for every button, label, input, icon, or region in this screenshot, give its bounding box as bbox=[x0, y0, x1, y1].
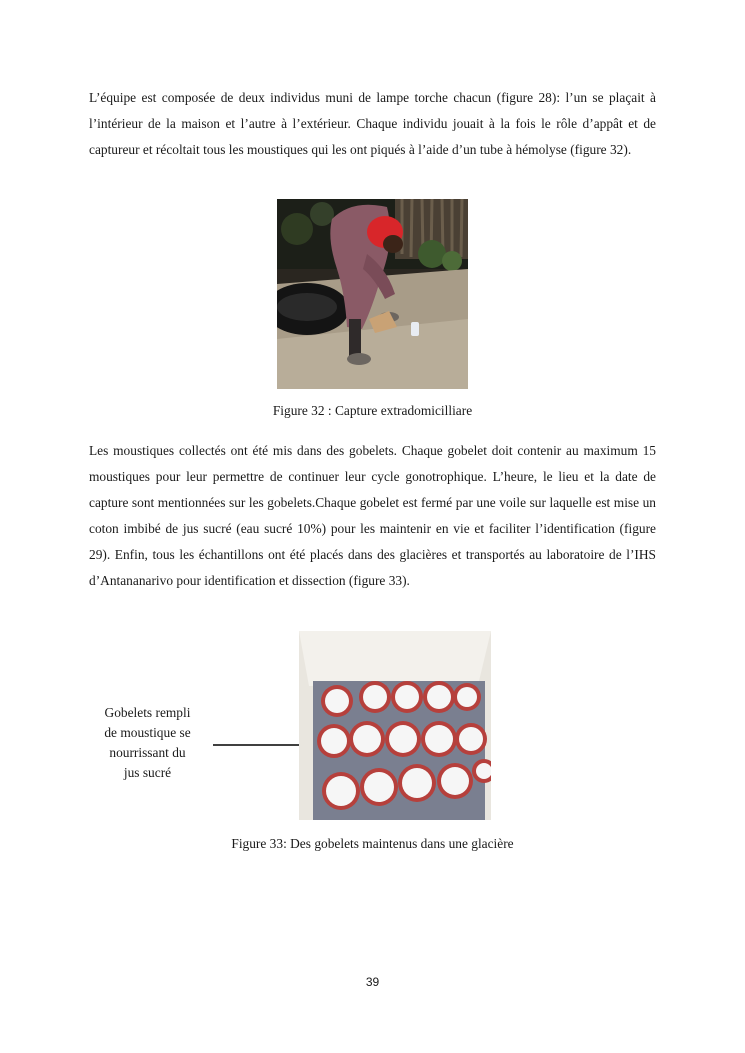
figure-33-caption: Figure 33: Des gobelets maintenus dans une glacière bbox=[231, 836, 514, 851]
figure-32-caption: Figure 32 : Capture extradomicilliare bbox=[272, 403, 473, 418]
figure-32-photo bbox=[277, 199, 468, 389]
figure-33-callout-label: Gobelets rempli de moustique se nourrissant du jus sucré bbox=[104, 705, 191, 780]
cooler-with-cups-illustration bbox=[299, 631, 491, 820]
capture-scene-illustration bbox=[277, 199, 468, 389]
body-paragraph-2: Les moustiques collectés ont été mis dans des gobelets. Chaque gobelet doit contenir au maximum 15 moustiques pour leur permettre de continuer leur cycle gonotrophique. L’heure, le lieu et la date de capture sont mentionnées sur les gobelets.Chaque gobelet est fermé par une voile sur laquelle est mise un coton imbibé de jus sucré (eau sucré 10%) pour les maintenir en vie et faciliter l’identification (figure 29). Enfin, tous les échantillons ont été placés dans des glacières et transportés au laboratoire de l’IHS d’Antananarivo pour identification et dissection (figure 33). bbox=[89, 443, 656, 588]
figure-33-photo bbox=[299, 631, 491, 820]
body-paragraph-1: L’équipe est composée de deux individus muni de lampe torche chacun (figure 28): l’un se plaçait à l’intérieur de la maison et l’autre à l’extérieur. Chaque individu jouait à la fois le rôle d’appât et de captureur et récoltait tous les moustiques qui les ont piqués à l’aide d’un tube à hémolyse (figure 32). bbox=[89, 90, 656, 157]
page-number: 39 bbox=[365, 975, 380, 989]
